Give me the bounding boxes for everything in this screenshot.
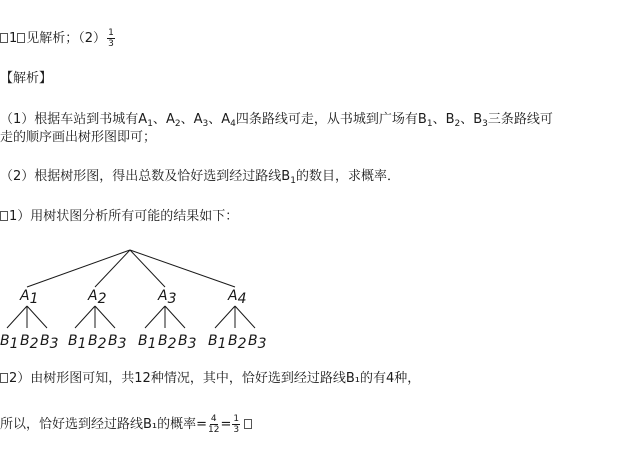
route-b1: $B_1$ xyxy=(281,169,296,186)
answer-prefix: 1 xyxy=(9,31,18,46)
route-b2: $B_2$ xyxy=(445,112,461,129)
p1-text-1: （1）根据车站到书城有 xyxy=(0,112,139,127)
branch-line xyxy=(235,306,255,328)
tree-node-a3: A3 xyxy=(158,288,177,307)
fraction-numerator: 1 xyxy=(233,414,240,424)
fraction-denominator: 3 xyxy=(108,39,114,49)
tree-node-a2: A2 xyxy=(88,288,107,307)
separator: 、 xyxy=(432,112,446,127)
paragraph-3 xyxy=(0,208,238,226)
tree-leaf-b3: B3 xyxy=(108,333,127,352)
p4-text: ）由树形图可知，共12种情况，其中，恰好选到经过路线B₁的有4种， xyxy=(17,371,421,386)
p3-prefix: 1 xyxy=(9,209,18,224)
p5-text: 所以，恰好选到经过路线B₁的概率= xyxy=(0,417,208,432)
p3-text: ）用树状图分析所有可能的结果如下： xyxy=(17,209,239,224)
tree-root-branches xyxy=(27,250,235,287)
paragraph-5 xyxy=(0,414,253,435)
tree-leaf-b2: B2 xyxy=(228,333,247,352)
tree-leaf-b1: B1 xyxy=(68,333,87,352)
paragraph-1-line-2: 走的顺序画出树形图即可； xyxy=(0,130,157,145)
paragraph-4 xyxy=(0,370,420,388)
fraction-numerator: 1 xyxy=(108,28,114,38)
tree-node-a1: A1 xyxy=(20,288,39,307)
missing-glyph-box xyxy=(0,373,8,383)
route-a4: $A_4$ xyxy=(221,112,236,129)
missing-glyph-box xyxy=(0,33,8,43)
separator: 、 xyxy=(460,112,474,127)
route-b3: $B_3$ xyxy=(473,112,488,129)
probability-fraction-2 xyxy=(232,414,240,435)
p1-text-3: 三条路线可 xyxy=(487,112,553,127)
tree-leaf-b2: B2 xyxy=(88,333,107,352)
branch-line xyxy=(95,306,115,328)
branch-line xyxy=(7,306,27,328)
p4-prefix: 2 xyxy=(9,371,18,386)
paragraph-2 xyxy=(0,168,400,190)
answer-line xyxy=(0,28,116,49)
branch-line xyxy=(27,306,47,328)
tree-leaf-b2: B2 xyxy=(20,333,39,352)
tree-node-a4: A4 xyxy=(228,288,247,307)
route-a1: $A_1$ xyxy=(138,112,153,129)
branch-line xyxy=(27,250,130,287)
branch-line xyxy=(165,306,185,328)
branch-line xyxy=(130,250,235,287)
missing-glyph-box xyxy=(244,419,252,429)
separator: 、 xyxy=(180,112,194,127)
tree-leaf-b3: B3 xyxy=(178,333,197,352)
solution-heading: 【解析】 xyxy=(0,71,53,86)
branch-line xyxy=(95,250,130,287)
branch-line xyxy=(215,306,235,328)
tree-diagram xyxy=(0,244,300,354)
tree-leaf-b1: B1 xyxy=(138,333,157,352)
fraction-denominator: 3 xyxy=(233,425,240,435)
branch-line xyxy=(130,250,165,287)
fraction-numerator: 4 xyxy=(210,414,217,424)
answer-fraction xyxy=(107,28,115,49)
p2-text-2: 的数目，求概率． xyxy=(295,169,400,184)
tree-leaf-b1: B1 xyxy=(208,333,227,352)
fraction-denominator: 12 xyxy=(208,425,220,435)
route-a3: $A_3$ xyxy=(193,112,209,129)
answer-text: 见解析；（2） xyxy=(26,31,107,46)
branch-line xyxy=(75,306,95,328)
branch-line xyxy=(145,306,165,328)
route-a2: $A_2$ xyxy=(165,112,181,129)
p1-text-2: 四条路线可走，从书城到广场有 xyxy=(235,112,418,127)
probability-fraction-1 xyxy=(208,414,219,435)
missing-glyph-box xyxy=(0,211,8,221)
route-b1: $B_1$ xyxy=(417,112,433,129)
tree-leaf-b3: B3 xyxy=(40,333,59,352)
tree-leaf-b1: B1 xyxy=(0,333,19,352)
separator: 、 xyxy=(208,112,222,127)
p2-text-1: （2）根据树形图，得出总数及恰好选到经过路线 xyxy=(0,169,282,184)
equals-sign: = xyxy=(220,417,232,432)
tree-nodes xyxy=(0,288,267,352)
tree-leaf-b2: B2 xyxy=(158,333,177,352)
separator: 、 xyxy=(152,112,166,127)
tree-leaf-b3: B3 xyxy=(248,333,267,352)
missing-glyph-box xyxy=(17,33,25,43)
